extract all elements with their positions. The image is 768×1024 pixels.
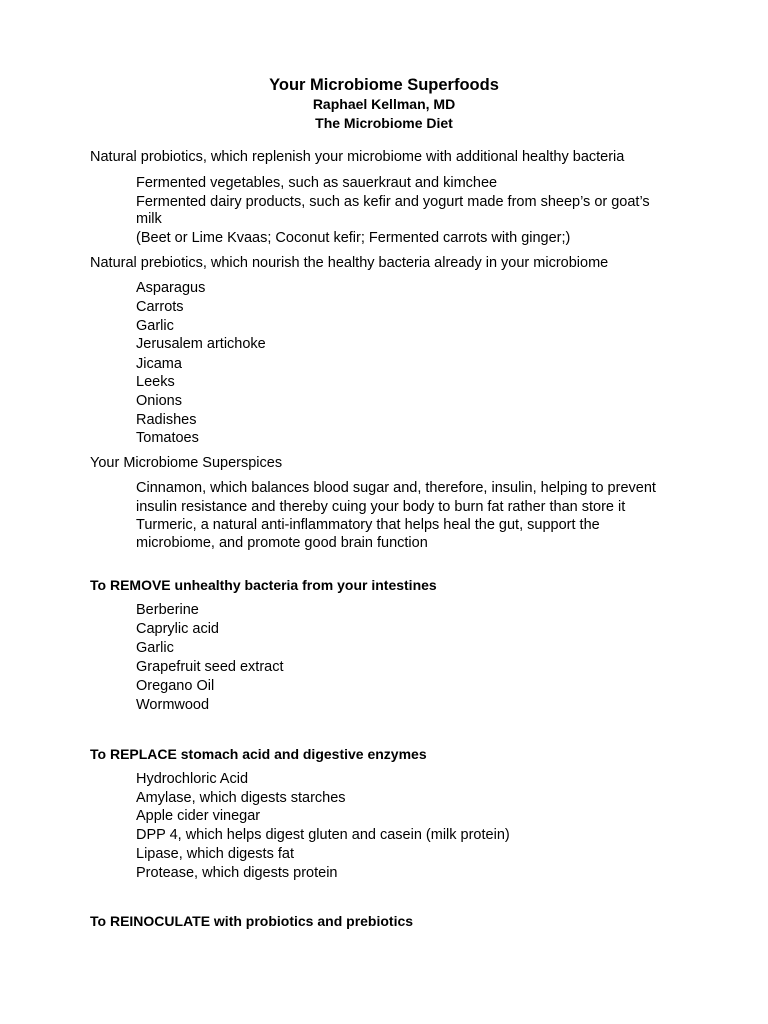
list-item: Oregano Oil — [136, 678, 215, 694]
list-item: Cinnamon, which balances blood sugar and, therefore, insulin, helping to prevent — [136, 480, 656, 496]
section-heading-remove: To REMOVE unhealthy bacteria from your intestines — [90, 577, 437, 593]
list-item: Fermented vegetables, such as sauerkraut and kimchee — [136, 175, 498, 191]
list-item: microbiome, and promote good brain function — [136, 535, 428, 551]
section-heading-reinoculate: To REINOCULATE with probiotics and prebiotics — [90, 913, 414, 929]
list-item: Leeks — [136, 374, 175, 390]
list-item: Asparagus — [136, 280, 206, 296]
list-item: Apple cider vinegar — [136, 808, 261, 824]
document-title: Your Microbiome Superfoods — [269, 76, 499, 94]
document-author: Raphael Kellman, MD — [312, 96, 456, 112]
list-item: Garlic — [136, 640, 174, 656]
list-item: Radishes — [136, 412, 197, 428]
list-item: Caprylic acid — [136, 621, 219, 637]
section-heading-probiotics: Natural probiotics, which replenish your microbiome with additional healthy bacteria — [90, 149, 625, 165]
section-heading-prebiotics: Natural prebiotics, which nourish the healthy bacteria already in your microbiome — [90, 255, 609, 271]
list-item: Grapefruit seed extract — [136, 659, 284, 675]
list-item: Turmeric, a natural anti-inflammatory that helps heal the gut, support the — [136, 517, 600, 533]
list-item: Fermented dairy products, such as kefir and yogurt made from sheep’s or goat’s — [136, 194, 650, 210]
list-item: Tomatoes — [136, 430, 199, 446]
list-item: insulin resistance and thereby cuing your body to burn fat rather than store it — [136, 499, 626, 515]
section-heading-replace: To REPLACE stomach acid and digestive enzymes — [90, 746, 427, 762]
list-item: Jicama — [136, 356, 182, 372]
section-heading-superspices: Your Microbiome Superspices — [90, 455, 283, 471]
list-item: Carrots — [136, 299, 184, 315]
document-book-title: The Microbiome Diet — [315, 115, 453, 131]
list-item: milk — [136, 211, 162, 227]
list-item: Onions — [136, 393, 182, 409]
list-item: Lipase, which digests fat — [136, 846, 294, 862]
list-item: Berberine — [136, 602, 199, 618]
list-item: (Beet or Lime Kvaas; Coconut kefir; Fermented carrots with ginger;) — [136, 230, 571, 246]
list-item: Garlic — [136, 318, 174, 334]
list-item: Amylase, which digests starches — [136, 790, 346, 806]
list-item: Protease, which digests protein — [136, 865, 338, 881]
list-item: Hydrochloric Acid — [136, 771, 249, 787]
list-item: Jerusalem artichoke — [136, 336, 266, 352]
list-item: Wormwood — [136, 697, 210, 713]
list-item: DPP 4, which helps digest gluten and casein (milk protein) — [136, 827, 510, 843]
